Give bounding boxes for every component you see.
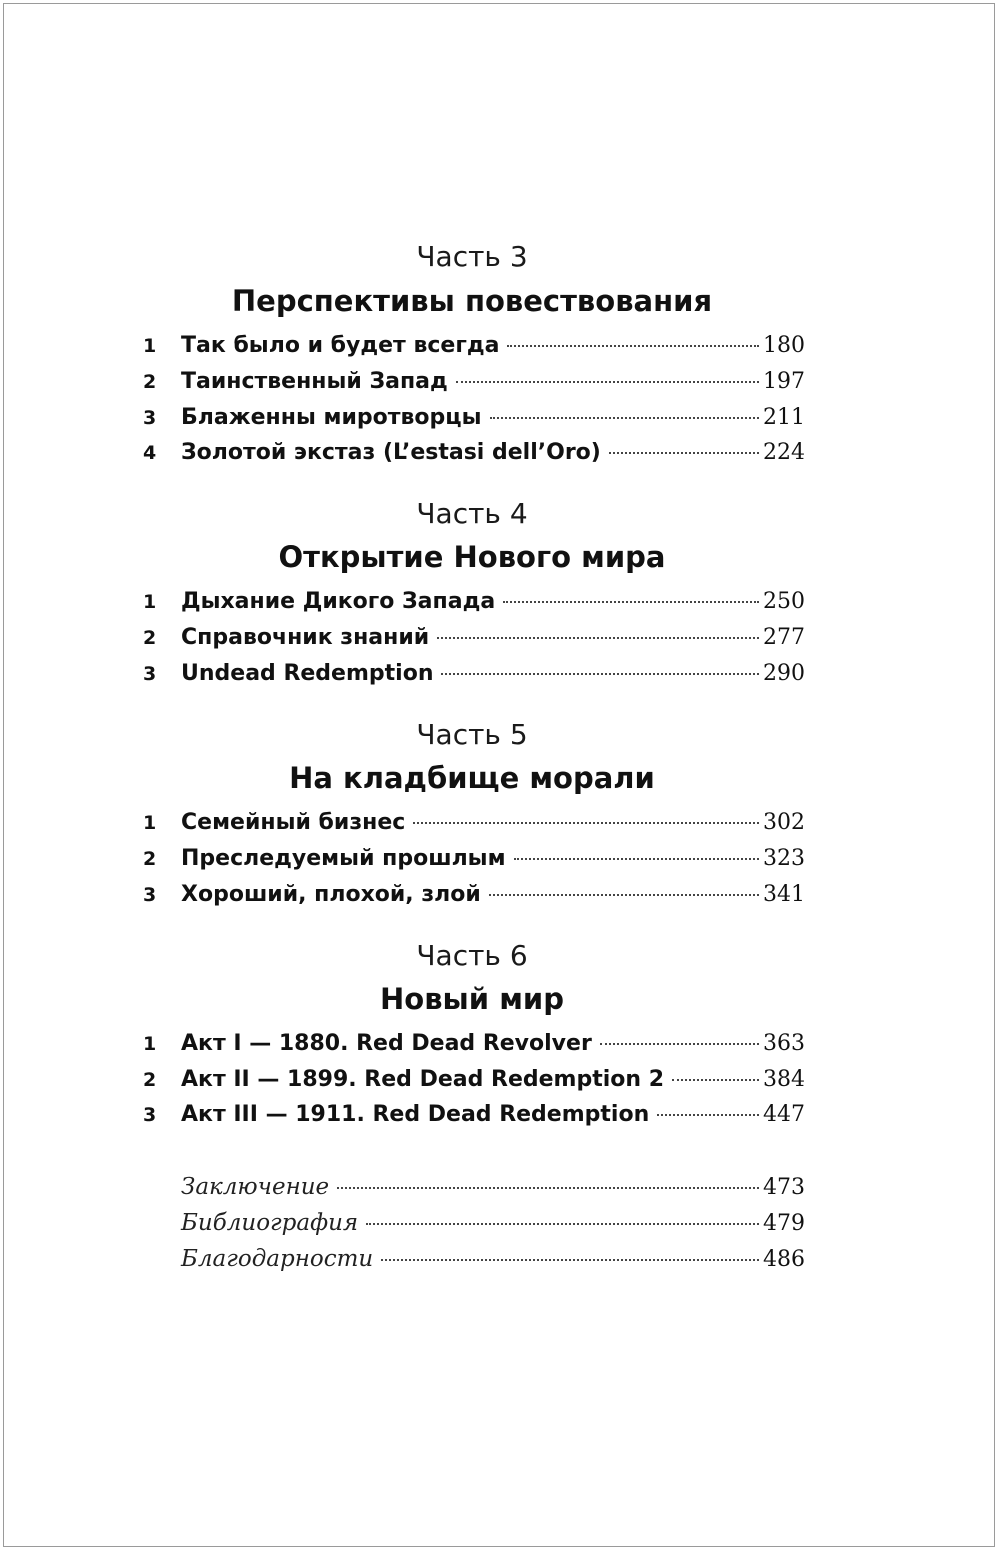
- section-title: Благодарности: [181, 1246, 374, 1272]
- page-number: 384: [763, 1067, 805, 1092]
- chapter-title: Акт I — 1880. Red Dead Revolver: [181, 1031, 592, 1056]
- part-title: Перспективы повествования: [231, 284, 713, 318]
- chapter-title: Акт III — 1911. Red Dead Redemption: [181, 1102, 650, 1127]
- page-number: 224: [763, 440, 805, 465]
- chapter-number: 3: [143, 1104, 157, 1126]
- chapter-number: 1: [143, 1033, 157, 1055]
- dot-leader: [490, 417, 760, 419]
- chapter-number: 1: [143, 591, 157, 613]
- toc-entry-conclusion[interactable]: [181, 1174, 805, 1204]
- dot-leader: [672, 1079, 759, 1081]
- chapter-title: Семейный бизнес: [181, 810, 406, 835]
- toc-entry[interactable]: [143, 846, 805, 876]
- chapter-number: 3: [143, 407, 157, 429]
- dot-leader: [381, 1259, 759, 1261]
- page-number: 341: [763, 882, 805, 907]
- toc-entry[interactable]: [143, 882, 805, 912]
- page-number: 211: [763, 405, 805, 430]
- dot-leader: [489, 894, 759, 896]
- page-number: 302: [763, 810, 805, 835]
- part-title: Новый мир: [380, 982, 564, 1016]
- chapter-title: Блаженны миротворцы: [181, 405, 482, 430]
- toc-entry-acknowledgements[interactable]: [181, 1246, 805, 1276]
- page-number: 277: [763, 625, 805, 650]
- part-title: На кладбище морали: [289, 761, 655, 795]
- chapter-title: Дыхание Дикого Запада: [181, 589, 496, 614]
- toc-entry[interactable]: [143, 589, 805, 619]
- dot-leader: [657, 1114, 759, 1116]
- part-label: Часть 5: [416, 718, 528, 751]
- part-label: Часть 4: [416, 497, 528, 530]
- page-number: 290: [763, 661, 805, 686]
- chapter-title: Undead Redemption: [181, 661, 434, 686]
- chapter-number: 3: [143, 884, 157, 906]
- toc-entry[interactable]: [143, 369, 805, 399]
- toc-entry[interactable]: [143, 625, 805, 655]
- chapter-number: 1: [143, 335, 157, 357]
- page-number: 250: [763, 589, 805, 614]
- toc-entry[interactable]: [143, 405, 805, 435]
- dot-leader: [609, 452, 759, 454]
- chapter-number: 2: [143, 848, 157, 870]
- dot-leader: [413, 822, 759, 824]
- chapter-title: Акт II — 1899. Red Dead Redemption 2: [181, 1067, 665, 1092]
- dot-leader: [503, 601, 759, 603]
- chapter-number: 2: [143, 1069, 157, 1091]
- chapter-number: 4: [143, 442, 157, 464]
- dot-leader: [456, 381, 759, 383]
- page-number: 363: [763, 1031, 805, 1056]
- page-number: 197: [763, 369, 805, 394]
- chapter-title: Таинственный Запад: [181, 369, 448, 394]
- part-label: Часть 3: [416, 240, 528, 273]
- chapter-title: Так было и будет всегда: [181, 333, 500, 358]
- chapter-number: 2: [143, 627, 157, 649]
- chapter-title: Преследуемый прошлым: [181, 846, 506, 871]
- page-number: 323: [763, 846, 805, 871]
- section-title: Библиография: [181, 1210, 359, 1236]
- chapter-number: 3: [143, 663, 157, 685]
- page-number: 447: [763, 1102, 805, 1127]
- chapter-number: 1: [143, 812, 157, 834]
- toc-entry[interactable]: [143, 1031, 805, 1061]
- toc-entry[interactable]: [143, 333, 805, 363]
- toc-entry[interactable]: [143, 661, 805, 691]
- dot-leader: [441, 673, 759, 675]
- dot-leader: [514, 858, 759, 860]
- part-label: Часть 6: [416, 939, 528, 972]
- section-title: Заключение: [181, 1174, 330, 1200]
- toc-entry[interactable]: [143, 1102, 805, 1132]
- chapter-title: Хороший, плохой, злой: [181, 882, 481, 907]
- dot-leader: [437, 637, 759, 639]
- chapter-title: Справочник знаний: [181, 625, 430, 650]
- dot-leader: [337, 1187, 759, 1189]
- toc-entry[interactable]: [143, 1067, 805, 1097]
- part-title: Открытие Нового мира: [278, 540, 666, 574]
- chapter-number: 2: [143, 371, 157, 393]
- dot-leader: [507, 345, 759, 347]
- toc-entry[interactable]: [143, 440, 805, 470]
- dot-leader: [600, 1043, 759, 1045]
- dot-leader: [366, 1223, 759, 1225]
- toc-entry[interactable]: [143, 810, 805, 840]
- page-number: 180: [763, 333, 805, 358]
- chapter-title: Золотой экстаз (L’estasi dell’Oro): [181, 440, 601, 465]
- page-number: 479: [763, 1211, 805, 1236]
- toc-entry-bibliography[interactable]: [181, 1210, 805, 1240]
- page-number: 486: [763, 1247, 805, 1272]
- page-number: 473: [763, 1175, 805, 1200]
